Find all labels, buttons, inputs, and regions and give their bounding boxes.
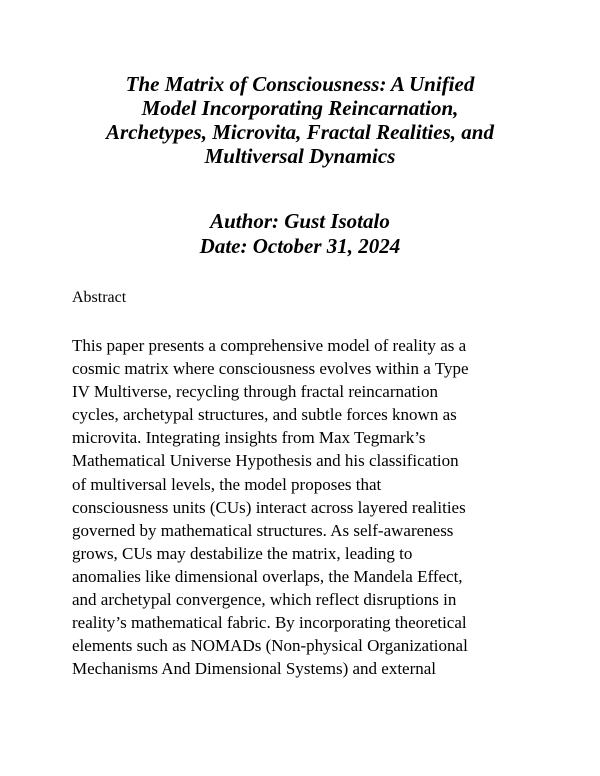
title-line: Model Incorporating Reincarnation, (141, 96, 459, 120)
date-line: Date: October 31, 2024 (199, 234, 401, 258)
title-line: Archetypes, Microvita, Fractal Realities, and (106, 120, 494, 144)
abstract-line: cosmic matrix where consciousness evolves within a Type (72, 359, 469, 379)
abstract-line: Mechanisms And Dimensional Systems) and external (72, 659, 437, 679)
abstract-line: elements such as NOMADs (Non-physical Organizational (72, 636, 468, 656)
abstract-line: and archetypal convergence, which reflect disruptions in (72, 590, 457, 610)
abstract-line: governed by mathematical structures. As self-awareness (72, 520, 454, 540)
abstract-line: This paper presents a comprehensive model of reality as a (72, 336, 467, 355)
abstract-heading: Abstract (72, 289, 127, 306)
abstract-line: Mathematical Universe Hypothesis and his classification (72, 451, 459, 471)
abstract-body (72, 334, 542, 680)
abstract-line: grows, CUs may destabilize the matrix, leading to (72, 543, 413, 563)
abstract-line: IV Multiverse, recycling through fractal reincarnation (72, 382, 438, 402)
abstract-line: consciousness units (CUs) interact across layered realities (72, 497, 466, 517)
author-line: Author: Gust Isotalo (210, 209, 390, 233)
abstract-line: cycles, archetypal structures, and subtle forces known as (72, 405, 457, 425)
abstract-line: of multiversal levels, the model proposes that (72, 474, 382, 494)
paper-meta (40, 209, 560, 259)
title-line: Multiversal Dynamics (204, 144, 396, 168)
abstract-line: microvita. Integrating insights from Max Tegmark’s (72, 428, 426, 448)
abstract-line: reality’s mathematical fabric. By incorporating theoretical (72, 613, 467, 633)
title-line: The Matrix of Consciousness: A Unified (125, 72, 475, 96)
paper-title (40, 72, 560, 168)
abstract-line: anomalies like dimensional overlaps, the Mandela Effect, (72, 566, 463, 586)
